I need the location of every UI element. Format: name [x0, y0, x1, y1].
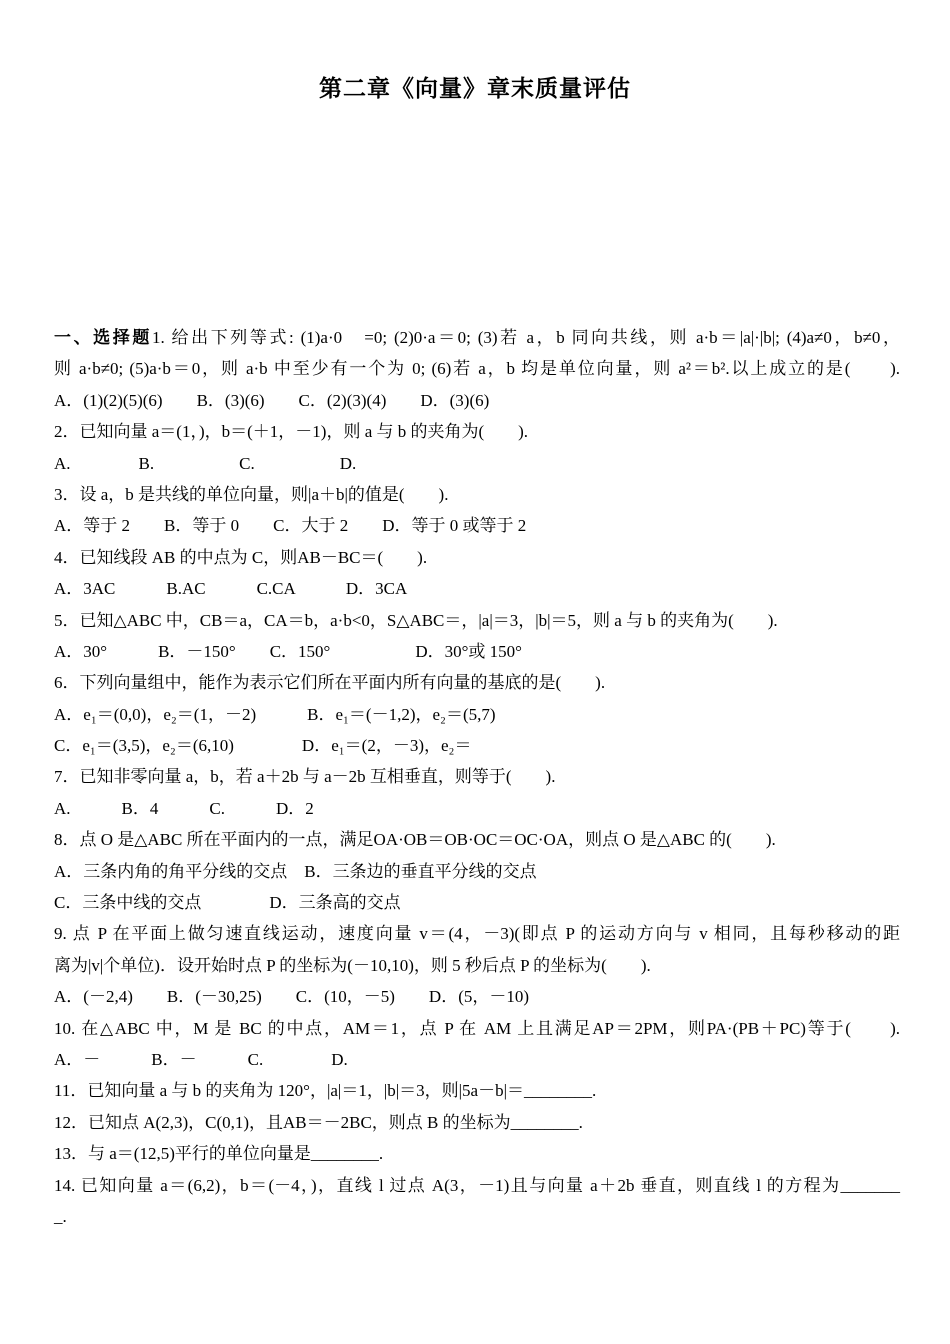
fill-blank-question: 13．与 a＝(12,5)平行的单位向量是________. [54, 1144, 384, 1164]
answer-options: A．－ B．－ C. D. [54, 1049, 348, 1069]
answer-options: A．e₁＝(0,0)，e₂＝(1，－2) B．e₁＝(－1,2)，e₂＝(5,7) [54, 704, 496, 724]
answer-options: C．e₁＝(3,5)，e₂＝(6,10) D．e₁＝(2，－3)，e₂＝ [54, 736, 472, 756]
question-line: 9. 点 P 在平面上做匀速直线运动，速度向量 v＝(4，－3)(即点 P 的运动方向与 v 相同，且每秒移动的距 [54, 924, 900, 944]
question-line: 离为|v|个单位)．设开始时点 P 的坐标为(－10,10)，则 5 秒后点 P 的坐标为( ). [54, 955, 651, 975]
answer-options: A．(－2,4) B．(－30,25) C．(10，－5) D．(5，－10) [54, 987, 530, 1007]
answer-options: A．(1)(2)(5)(6) B．(3)(6) C．(2)(3)(4) D．(3)(6) [54, 390, 490, 410]
answer-options: C．三条中线的交点 D．三条高的交点 [54, 893, 401, 913]
question-line: 3．设 a，b 是共线的单位向量，则|a＋b|的值是( ). [54, 484, 449, 504]
answer-options: A．三条内角的角平分线的交点 B．三条边的垂直平分线的交点 [54, 861, 537, 881]
question-line: 6．下列向量组中，能作为表示它们所在平面内所有向量的基底的是( ). [54, 673, 606, 693]
fill-blank-question: 11．已知向量 a 与 b 的夹角为 120°，|a|＝1，|b|＝3，则|5a－b|＝________. [54, 1081, 597, 1101]
question-line: 5．已知△ABC 中，CB＝a，CA＝b，a·b<0，S△ABC＝，|a|＝3，|b|＝5，则 a 与 b 的夹角为( ). [54, 610, 778, 630]
answer-options: A. B. C. D. [54, 453, 357, 473]
question-line: 则 a·b≠0; (5)a·b＝0，则 a·b 中至少有一个为 0; (6)若 a，b 均是单位向量，则 a²＝b².以上成立的是( ). [54, 359, 900, 379]
page-title: 第二章《向量》章末质量评估 [319, 76, 631, 102]
question-line: 4．已知线段 AB 的中点为 C，则AB－BC＝( ). [54, 547, 428, 567]
fill-blank-question: 12．已知点 A(2,3)，C(0,1)，且AB＝－2BC，则点 B 的坐标为________. [54, 1112, 583, 1132]
answer-options: A．3AC B.AC C.CA D．3CA [54, 579, 408, 599]
fill-blank-continuation: _. [54, 1206, 67, 1226]
question-list [54, 322, 900, 1232]
question-line: 8．点 O 是△ABC 所在平面内的一点，满足OA·OB＝OB·OC＝OC·OA，则点 O 是△ABC 的( ). [54, 830, 776, 850]
question-line: 2．已知向量 a＝(1，)，b＝(＋1，－1)，则 a 与 b 的夹角为( ). [54, 422, 529, 442]
answer-options: A．30° B．－150° C．150° D．30°或 150° [54, 641, 522, 661]
question-line: 10. 在△ABC 中，M 是 BC 的中点，AM＝1，点 P 在 AM 上且满足AP＝2PM，则PA·(PB＋PC)等于( ). [54, 1018, 900, 1038]
question-line [54, 322, 900, 353]
answer-options: A．等于 2 B．等于 0 C．大于 2 D．等于 0 或等于 2 [54, 516, 527, 536]
section-heading: 一、选择题 [54, 328, 152, 348]
question-line: 7．已知非零向量 a，b，若 a＋2b 与 a－2b 互相垂直，则等于( ). [54, 767, 556, 787]
answer-options: A. B．4 C. D．2 [54, 798, 314, 818]
fill-blank-question: 14. 已知向量 a＝(6,2)，b＝(－4，)，直线 l 过点 A(3，－1)且与向量 a＋2b 垂直，则直线 l 的方程为_______ [54, 1175, 900, 1195]
line-text: 1. 给出下列等式: (1)a·0 =0; (2)0·a＝0; (3)若 a，b 同向共线，则 a·b＝|a|·|b|; (4)a≠0，b≠0， [151, 328, 900, 347]
